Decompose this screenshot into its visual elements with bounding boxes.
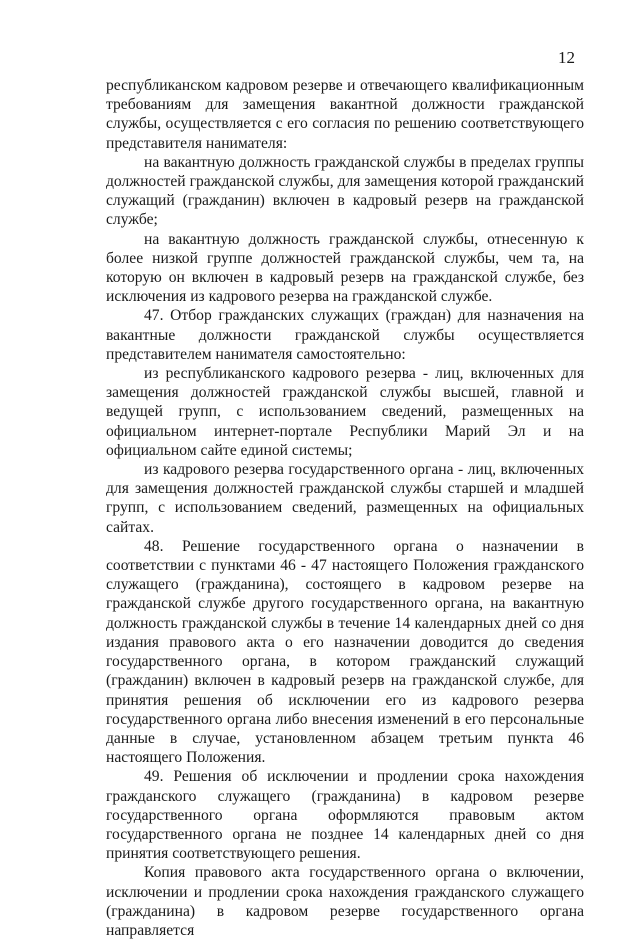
paragraph-option-same-group: на вакантную должность гражданской службы в пределах группы должностей гражданской службы, для замещения которой гражданский служащий (гражданин) включен в кадровый резерв на гражданской службе; <box>106 153 584 229</box>
page-number: 12 <box>558 48 575 67</box>
paragraph-option-lower-group: на вакантную должность гражданской службы, отнесенную к более низкой группе должностей гражданской службы, чем та, на которую он включен в кадровый резерв на гражданской службе, без исключения из кадрового резерва на гражданской службе. <box>106 230 584 306</box>
paragraph-agency-reserve: из кадрового резерва государственного органа - лиц, включенных для замещения должностей гражданской службы старшей и младшей групп, с использованием сведений, размещенных на официальных сайтах. <box>106 461 584 536</box>
paragraph-item-49: 49. Решения об исключении и продлении срока нахождения гражданского служащего (гражданина) в кадровом резерве государственного органа оформляются правовым актом государственного органа не позднее 14 календарных дней со дня принятия соответствующего решения. <box>106 768 584 863</box>
paragraph-item-48: 48. Решение государственного органа о назначении в соответствии с пунктами 46 - 47 настоящего Положения гражданского служащего (гражданина), состоящего в кадровом резерве на гражданской службе другого государственного органа, на вакантную должность гражданской службы в течение 14 календарных дней со дня издания правового акта о его назначении доводится до сведения государственного органа, в котором гражданский служащий (гражданин) включен в кадровый резерв на гражданской службе, для принятия решения об исключении его из кадрового резерва государственного органа либо внесения изменений в его персональные данные в случае, установленном абзацем третьим пункта 46 настоящего Положения. <box>106 537 584 767</box>
paragraph-item-47: 47. Отбор гражданских служащих (граждан) для назначения на вакантные должности гражданской службы осуществляется представителем нанимателя самостоятельно: <box>106 307 584 363</box>
paragraph-copy-of-act: Копия правового акта государственного органа о включении, исключении и продлении срока нахождения гражданского служащего (гражданина) в кадровом резерве государственного органа направляется <box>106 864 584 939</box>
paragraph-republican-reserve: из республиканского кадрового резерва - лиц, включенных для замещения должностей гражданской службы высшей, главной и ведущей групп, с использованием сведений, размещенных на официальном интернет-портале Республики Марий Эл и на официальном сайте единой системы; <box>106 365 584 459</box>
document-body <box>106 76 584 940</box>
paragraph-continuation: республиканском кадровом резерве и отвечающего квалификационным требованиям для замещения вакантной должности гражданской службы, осуществляется с его согласия по решению соответствующего представителя нанимателя: <box>106 77 584 152</box>
